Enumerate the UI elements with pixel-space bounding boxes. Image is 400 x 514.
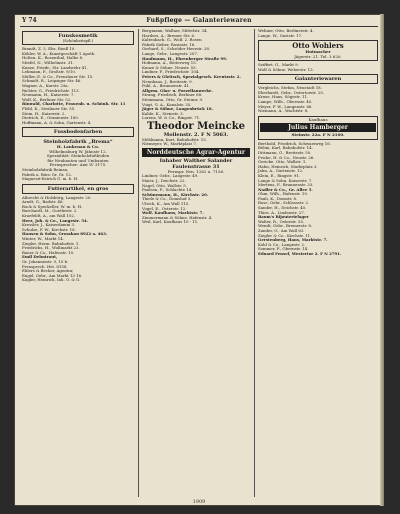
listing-entry: Köhler, W. A., Kunstgeschäft 1 Apoth.	[22, 50, 96, 56]
listing-entry: Thiele & Co., Domshof 3.	[142, 196, 192, 202]
listing-entry-bold: Schünemann, H., Kirchstr. 20.	[142, 191, 209, 197]
advert-subtitle: Hutmacher	[305, 49, 331, 54]
advert-title: Steinholzfabrik „Brema“	[43, 139, 113, 146]
listing-entry: Steinmann, Otto, Gr. Steinw. 9.	[142, 96, 204, 102]
listing-entry: Lindner, Gebr., Langestr. 49.	[142, 173, 199, 179]
advert-banner: Julius Hamberger	[260, 123, 376, 132]
listing-entry: Niemann, A., Wachtstr. 8.	[258, 108, 309, 114]
listing-group	[22, 237, 134, 255]
advert-title: Theodor Meincke	[146, 120, 246, 132]
listing-entry-bold: Allgem. Glas- u. Porzellanwerke.	[142, 87, 213, 93]
listing-entry: Schulze, F. W., Kirchstr. 18.	[22, 226, 76, 232]
listing-group	[142, 61, 250, 75]
page-footer: 1909	[192, 499, 206, 505]
listing-entry: Hoffmann, A. & Sohn, Gartenstr. 4.	[22, 119, 92, 125]
listing-entry: Harders, A., Bremer Str. 6.	[142, 32, 196, 38]
listing-entry: Paulsen, F., Schlachte 14.	[142, 187, 193, 193]
listing-group	[142, 29, 250, 56]
listing-entry: Pohl, A., Brunnenstr. 41.	[142, 83, 191, 89]
listing-entry: Schmidt, R., Leipziger Str. 46.	[22, 78, 82, 84]
listing-entry: Maier, J., Deichstr. 22.	[142, 178, 186, 184]
listing-group	[142, 216, 250, 225]
listing-entry: Brandt, Z. 3, Ebs. Riedl 10.	[22, 46, 76, 52]
listing-entry: Wolf & Söhne, Weberstr. 13.	[258, 66, 314, 72]
listing-entry: Ziegler & Co., Kirchstr. 11.	[258, 232, 312, 238]
listing-entry: Weil, Karl, Kaufhaus 10 - 11.	[142, 219, 199, 225]
listing-group	[22, 260, 134, 283]
listing-entry: Spezialität: Steinholzfußböden	[46, 153, 110, 159]
listing-entry: Wendt, Gebr., Bremerstr. 8.	[258, 223, 313, 229]
listing-group	[22, 47, 134, 102]
listing-entry-bold: Herz, Joh. & Co., Langestr. 54.	[22, 217, 89, 223]
listing-entry: Steinholzfabrik Reinau,	[22, 167, 69, 173]
listing-entry: Kugler, Heinrich, Inh. O. & G.	[22, 277, 81, 283]
listing-entry: Holten, K., Rosenthal, Halbe 8.	[22, 55, 84, 61]
listing-entry: Müller, E. & Co., Prenzlauer Str. 15.	[22, 73, 94, 79]
listing-entry: Gericke, Otto, Wallstr. 1.	[258, 159, 307, 165]
listing-entry: Lorenz, W. & Co., Ringstr. 71.	[142, 115, 201, 121]
listing-entry-bold: Emil Dehntraut,	[22, 254, 58, 260]
section-box-fussbodenfarben: Fussbodenfarben	[22, 127, 134, 137]
listing-entry: Lindner, P., Friedrichstr. 104.	[142, 69, 200, 75]
listing-entry-bold: Eduard Fensel, Westertor 2. F N 2791.	[258, 251, 342, 256]
page-title: Fußpflege — Galanteriewaren	[146, 17, 252, 24]
listing-entry: Dittmann, G., Breitestr. 50.	[258, 149, 312, 155]
listing-entry: Burchardt, M., Goethestr. 2.	[22, 208, 78, 214]
listing-entry: Sommer, F., Obernstr. 14.	[258, 246, 309, 252]
listing-entry-bold: Baum's Bijouterielager	[258, 214, 309, 220]
section-box-futterartikel: Futterartikel, en gros	[22, 184, 134, 194]
listing-entry: Walter, R., Osterstr. 55.	[258, 218, 305, 224]
header-rule	[20, 26, 378, 27]
advert-phone: Fernspr. Nrn. 1262 u. 7136.	[167, 168, 225, 174]
listing-entry-bold: Nadler & Co., Gr. Allee 5.	[258, 186, 313, 192]
listing-entry: Vergleichs, Stefan, Neustadt 18.	[258, 85, 322, 91]
listing-entry: Hofmann, A., Reiterweg 15.	[142, 60, 197, 66]
listing-entry-bold: Wolf. Kaufhaus, Marktstr. 7.	[142, 210, 204, 216]
listing-entry: Kraefeldt, A., am Wall 102.	[22, 213, 76, 219]
listing-entry: Kohl & Co., Langestr. 2.	[258, 241, 306, 247]
advert-subtitle: Kaufhaus	[308, 116, 328, 122]
listing-entry: Möhlmann, Kurt, Bahnhofstr. 15.	[142, 136, 207, 142]
listing-entry: Lange & Sohn, Kaiserstr. 7.	[258, 177, 313, 183]
advert-box-wohlers	[258, 40, 378, 61]
listing-entry-bold: Rinwald, Charlotte, Frauenb. u. Schönh. Str. 11	[22, 101, 126, 107]
listing-entry: Wehner, Otto, Berlinerstr. 4.	[258, 29, 314, 33]
column-1	[22, 29, 134, 497]
listing-entry: Flöhl, K., Stralauer Str. 35.	[22, 105, 76, 111]
listing-entry: Magnesit-Estrich G. m. b. H.	[22, 176, 79, 182]
listing-entry: Niemeyer, W., Marktplatz 7.	[142, 141, 198, 147]
listing-entry: Wagner, A., Kurstr. 29a.	[22, 82, 69, 88]
advert-address: Faulenstrasse 31	[172, 163, 220, 170]
listing-entry: Engel, Gebr., Am Markt 13 16.	[22, 272, 83, 278]
listing-entry: Ulrich, K., Am Wall 115.	[142, 201, 190, 207]
listing-entry: Klein, E., Ringstr. 91.	[258, 172, 301, 178]
listing-entry: Strang, Friedrich, Berliner 68.	[142, 92, 203, 98]
listing-entry: Kunze & Söhne, Neustr. 55.	[142, 64, 197, 70]
listing-entry: Jahn, A., Gartenstr. 12.	[258, 168, 304, 174]
listing-group	[142, 93, 250, 107]
listing-entry-bold: Gerstenberg, Hans, Marktstr. 7.	[258, 237, 328, 243]
listing-entry: Lange, Gebr., Langestr. 207.	[142, 50, 199, 56]
advert-subtitle: H. Lankenau & Co.	[56, 144, 100, 150]
listing-group	[22, 196, 134, 219]
advert-address: Jägerstr. 21. Tel. 3 620.	[294, 53, 342, 59]
listing-entry: Winter, W., Markt 14.	[22, 236, 64, 242]
listing-entry: Kressler, J., Kaiserdamm 3.	[22, 222, 76, 228]
advert-banner: Norddeutsche Agrar-Agentur	[142, 148, 250, 157]
listing-entry: Kruse, Hans, Sögestr. 11.	[258, 94, 309, 100]
listing-entry: Bock & Speckeller, W. m. b. H.	[22, 203, 83, 209]
listing-entry-bold: Hansen & Sohn, Grosskau 8922 a. 463.	[22, 231, 108, 237]
listing-entry: Albrecht & Holsbürg, Langestr. 20.	[22, 194, 92, 200]
listing-entry: Richter, G., Friedrichstr. 113.	[22, 87, 80, 93]
listing-entry: Zander, O., Am Wall 63.	[258, 228, 305, 234]
listing-entry: Stein, H., Kaiserstr. 2.	[22, 110, 66, 116]
listing-entry: Mertens, F., Brunnenstr. 33.	[258, 182, 314, 188]
listing-entry: Thies, A., Lindenstr. 27.	[258, 209, 305, 215]
listing-entry: Seiffert, G., Markt 9.	[258, 62, 299, 68]
listing-entry: Fernsprech. Hst. 8158.	[22, 263, 68, 269]
directory-page	[14, 14, 384, 506]
listing-entry: Voigt, G. A., Kanalstr. 35.	[142, 101, 192, 107]
listing-entry: Lehmann, F., Großstr. 9/10.	[22, 69, 77, 75]
listing-entry-bold: Hanfmann, H., Ehrenberger Straße 99.	[142, 55, 228, 61]
listing-group	[142, 112, 250, 121]
listing-entry-bold: Peters & Gleitsch, Spezialgesch. Kreutzstr. 2.	[142, 73, 241, 79]
listing-group	[258, 63, 378, 72]
listing-entry: Fricke, H. & Co., Neustr. 26.	[258, 154, 315, 160]
listing-entry: Berthold, Friedrich, Schwarzweg 16.	[258, 140, 331, 146]
listing-entry: Lange, W., Gaststr. 17.	[258, 32, 303, 38]
listing-entry: Zimmermann & Söhne, Hafenstr. 4.	[142, 214, 213, 220]
listing-entry: Pauli, K., Domstr. 8.	[258, 195, 298, 201]
listing-group	[22, 168, 134, 182]
listing-group	[142, 174, 250, 192]
advert-lines	[22, 150, 134, 168]
listing-group	[258, 220, 378, 238]
listing-entry-bold: Jäger & Söhne, Langenbrück 18.	[142, 106, 213, 112]
advert-title: Otto Wohlers	[292, 41, 344, 50]
listing-entry: Hahn, Heinrich, Marktplatz 3.	[258, 163, 318, 169]
section-box-galanteriewaren: Galanteriewaren	[258, 74, 378, 84]
listing-entry: Ohm, Wilh., Hafenstr. 19.	[258, 191, 309, 197]
listing-entry: Bergmann, Wallner, Mittelstr. 34.	[142, 29, 208, 33]
listing-entry: Sander, H., Deichstr. 40.	[258, 205, 307, 211]
listing-entry: Kunze, Friedr., Str. Landwehr 41.	[22, 64, 88, 70]
listing-entry: Rose, Gebr., Schlossstr. 2.	[258, 200, 310, 206]
listing-entry: Vogel, E., Osterstr. 12.	[142, 205, 187, 211]
book-spine	[380, 14, 384, 506]
advert-subtitle: Mollenstr. 2. F N 5063.	[163, 131, 229, 138]
listing-entry: Fernsprecher: Amt IV 3175.	[49, 162, 107, 168]
listing-group	[258, 142, 378, 188]
listing-entry: Dietrich, E., Oranienstr. 180.	[22, 115, 80, 121]
listing-entry: Bauer & Co., Hafenstr. 10.	[22, 249, 75, 255]
section-box-funskosmetik: Funskosmetik (Schönheitspfl.)	[22, 31, 134, 45]
listing-entry: Friedrichs, H., Wollmarkt 23.	[22, 245, 80, 251]
page-number: Y 74	[22, 17, 37, 24]
listing-group	[258, 29, 378, 38]
listing-entry: Böhm, Karl, Bahnhofstr. 14.	[258, 145, 313, 151]
listing-entry: Wilhelmsburg W. Jähnstr 12.	[49, 148, 107, 154]
listing-entry: Neunhaus, J., Breitestr. 9.	[142, 78, 193, 84]
column-3	[254, 29, 378, 497]
listing-entry: Kahle, K., Steinstr. 3.	[142, 110, 184, 116]
listing-entry: Eberhardt, Gebr., Ostertorstr. 25.	[258, 89, 325, 95]
listing-group	[258, 86, 378, 113]
listing-entry: Gr. Johannisstr. 9, 10 b.	[22, 258, 69, 264]
listing-group	[22, 107, 134, 125]
listing-entry: Arndt, G., Badstr. 46.	[22, 199, 64, 205]
listing-group	[142, 197, 250, 211]
advert-subtitle: Inhaber Walther Salander	[159, 157, 233, 164]
listing-entry: Lampe, Wilh., Obernstr. 40.	[258, 98, 313, 104]
listing-entry: Gerhard, S., Schröder Heerstr. 28.	[142, 46, 211, 52]
column-2	[138, 29, 250, 497]
listing-entry: Fabrik Sieber, Rosinstr. 16.	[142, 41, 196, 47]
listing-entry: Ehlers & Becker, Agentur,	[22, 268, 74, 274]
listing-group	[142, 138, 250, 147]
listing-entry: Neumann, H., Kaiserstr. 7.	[22, 92, 75, 98]
advert-address: Steinstr. 22a. F N 2100.	[291, 132, 345, 138]
listing-entry: Wolf, K., Berliner Str. 52.	[22, 96, 72, 102]
listing-entry: Nagel, Otto, Wallstr. 5.	[142, 182, 188, 188]
advert-box-hamberger	[258, 116, 378, 140]
listing-entry: Fabrik u. Büro Gr. Gr. 12.	[22, 171, 72, 177]
listing-entry: Kaltenbach, G., Wolf. 2. Rosen	[142, 37, 202, 43]
listing-entry: Stiefel, N., Wilhelmstr. 31.	[22, 59, 74, 65]
listing-entry: Meyer, F. W., Langenstr. 66.	[258, 103, 313, 109]
listing-entry: Ziegler, Herm. Bahnhofstr. 1.	[22, 240, 80, 246]
listing-group	[258, 192, 378, 215]
listing-entry: für Neubauten und Umbauten	[47, 157, 109, 163]
